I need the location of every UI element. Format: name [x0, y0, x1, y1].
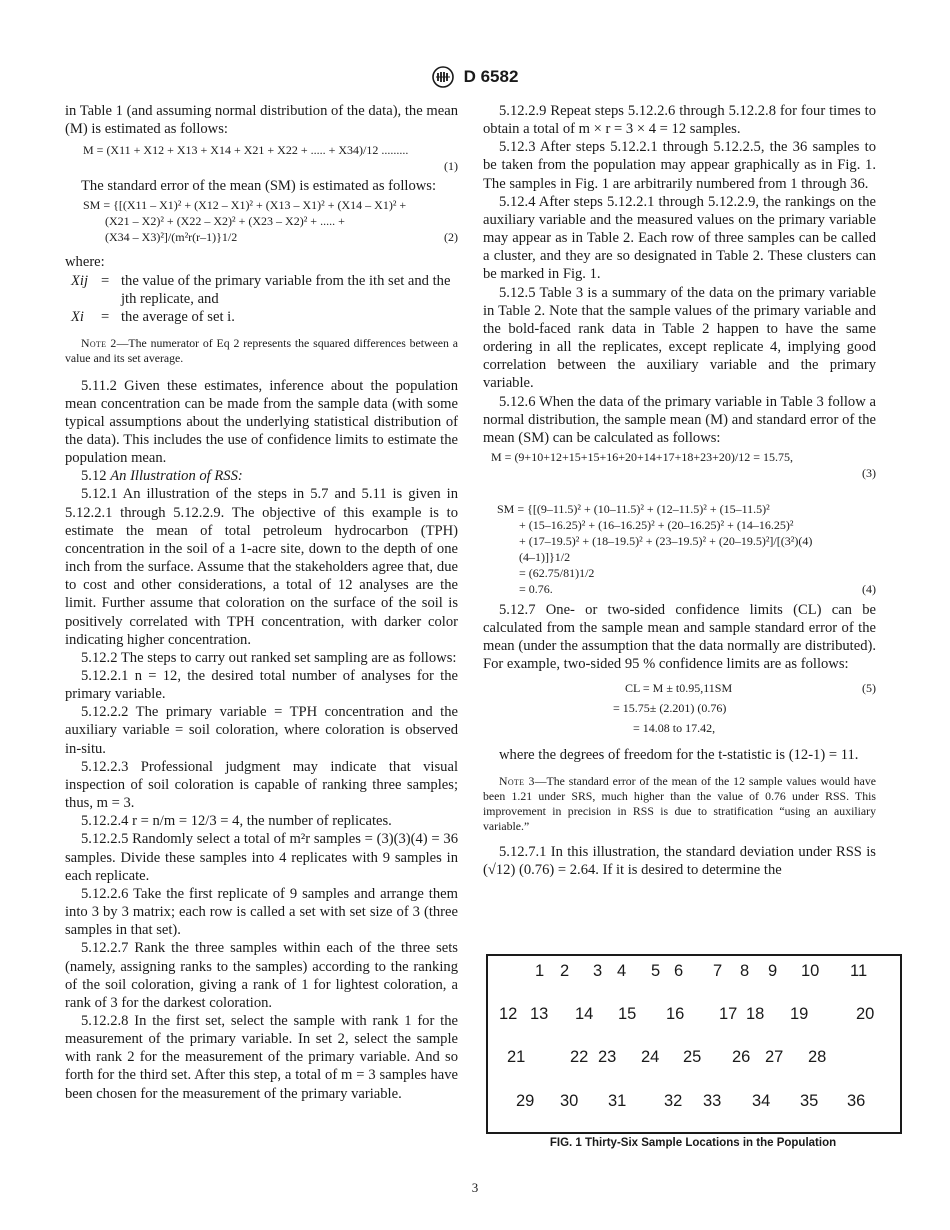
sample-number: 32 — [664, 1092, 683, 1110]
paragraph: 5.12.2 The steps to carry out ranked set sampling are as follows: — [81, 649, 457, 666]
sample-number: 22 — [570, 1048, 589, 1066]
paragraph: 5.12.2.5 Randomly select a total of m²r samples = (3)(3)(4) = 36 samples. Divide these samples into 4 replicates with 9 samples in each replicate. — [65, 831, 458, 884]
paragraph: 5.12.2.6 Take the first replicate of 9 samples and arrange them into 3 by 3 matrix; each row is called a set with set size of 3 (three samples in that set). — [65, 885, 458, 939]
figure-caption: FIG. 1 Thirty-Six Sample Locations in the Population — [549, 1137, 837, 1149]
page-number: 3 — [471, 1180, 479, 1195]
equation-1 — [65, 142, 458, 174]
equation-number: (3) — [862, 465, 876, 480]
equation-line — [65, 229, 458, 245]
sample-number: 33 — [703, 1092, 722, 1110]
sample-number: 28 — [808, 1048, 827, 1066]
paragraph: where the degrees of freedom for the t-statistic is (12-1) = 11. — [499, 746, 859, 763]
equation-text: = 0.76. — [519, 581, 553, 596]
sample-number: 19 — [790, 1005, 809, 1023]
equation-text: + (17–19.5)² + (18–19.5)² + (23–19.5)² + (20–19.5)²]/[(3²)(4) — [519, 533, 813, 548]
sample-number: 12 — [499, 1005, 518, 1023]
sample-number: 27 — [765, 1048, 784, 1066]
paragraph: in Table 1 (and assuming normal distribution of the data), the mean (M) is estimated as follows: — [65, 103, 458, 138]
sample-number: 31 — [608, 1092, 627, 1110]
sample-number: 35 — [800, 1092, 819, 1110]
equation-number: (5) — [862, 680, 876, 695]
definition-equals: = — [101, 308, 110, 325]
equation-text: M = (9+10+12+15+15+16+20+14+17+18+23+20)/12 = 15.75, — [491, 449, 793, 464]
equation-text: + (15–16.25)² + (16–16.25)² + (20–16.25)² + (14–16.25)² — [519, 517, 794, 532]
definition-text: the value of the primary variable from the ith set and the jth replicate, and — [121, 272, 451, 307]
equation-text: = (62.75/81)1/2 — [519, 565, 595, 580]
sample-number: 23 — [598, 1048, 617, 1066]
paragraph: 5.12.5 Table 3 is a summary of the data on the primary variable in Table 2. Note that the sample values of the primary variable and the bold-faced rank data in Table 2 happen to have the same ordering in all the replicates, except replicate 4, implying good correlation between the auxiliary variable and the primary variable. — [483, 284, 876, 392]
sample-number: 5 — [651, 962, 661, 980]
sample-number: 34 — [752, 1092, 771, 1110]
paragraph: 5.12.1 An illustration of the steps in 5.7 and 5.11 is given in 5.12.2.1 through 5.12.2.9. The objective of this example is to estimate the mean of total petroleum hydrocarbon (TPH) concentration in the soil of a 1-acre site, down to the depth of one inch from the surface. Assume that the stakeholders agree that, due to cost and other considerations, a total of 12 analyses are the limit. Further assume that coloration on the surface of the soil is positively correlated with TPH concentration, with darker color indicating higher concentration. — [65, 486, 458, 648]
paragraph: The standard error of the mean (SM) is estimated as follows: — [81, 178, 437, 195]
sample-number: 2 — [560, 962, 570, 980]
equation-3 — [483, 449, 876, 481]
sample-number: 26 — [732, 1048, 751, 1066]
note-label: Note 2 — [81, 336, 117, 351]
paragraph: 5.12.4 After steps 5.12.2.1 through 5.12.2.9, the rankings on the auxiliary variable and the measured values on the primary variable may appear as in Table 2. Each row of three samples can be called a cluster, and they are so designated in Table 2. These clusters can be marked in Fig. 1. — [483, 193, 876, 283]
paragraph: 5.12.2.7 Rank the three samples within each of the three sets (namely, assigning ranks to the samples) according to the ranking of the soil coloration, giving a rank of 1 for lightest coloration, a rank of 3 for the darkest coloration. — [65, 940, 458, 1011]
standard-designation: D 6582 — [463, 67, 519, 86]
figure-1-sample-grid — [486, 954, 902, 1134]
definition-symbol: Xi — [71, 308, 84, 325]
paragraph: 5.12.2.9 Repeat steps 5.12.2.6 through 5.12.2.8 for four times to obtain a total of m × r = 3 × 4 = 12 samples. — [483, 103, 876, 138]
definition-text: the average of set i. — [121, 308, 235, 325]
right-column — [483, 102, 876, 879]
definition-row — [65, 272, 458, 308]
equation-2 — [65, 197, 458, 245]
sample-number: 36 — [847, 1092, 866, 1110]
equation-4 — [483, 501, 876, 597]
equation-text: SM = {[(X11 – X1)² + (X12 – X1)² + (X13 – X1)² + (X14 – X1)² + — [83, 198, 407, 213]
section-title: An Illustration of RSS: — [110, 468, 243, 485]
page-header — [0, 66, 950, 88]
equation-text: = 14.08 to 17.42, — [633, 720, 716, 735]
sample-number: 30 — [560, 1092, 579, 1110]
equation-number: (1) — [444, 159, 458, 174]
left-column — [65, 102, 458, 1103]
sample-number: 13 — [530, 1005, 549, 1023]
sample-number: 9 — [768, 962, 778, 980]
equation-5 — [483, 680, 876, 736]
paragraph: 5.12.2.8 In the first set, select the sample with rank 1 for the measurement of the primary variable. In set 2, select the sample with rank 2 for the measurement of the primary variable. And so forth for the third set. After this step, a total of m = 3 samples have been chosen for the measurement of the primary variable. — [65, 1012, 458, 1102]
sample-number: 3 — [593, 962, 603, 980]
paragraph: 5.12.2.4 r = n/m = 12/3 = 4, the number of replicates. — [81, 813, 392, 830]
equation-text: = 15.75± (2.201) (0.76) — [613, 700, 727, 715]
equation-text: CL = M ± t0.95,11SM — [625, 680, 733, 695]
section-number: 5.12 — [81, 468, 107, 485]
where-label: where: — [65, 254, 105, 271]
sample-number: 29 — [516, 1092, 535, 1110]
sample-number: 25 — [683, 1048, 702, 1066]
equation-text: SM = {[(9–11.5)² + (10–11.5)² + (12–11.5)² + (15–11.5)² — [497, 501, 770, 516]
definition-symbol: Xij — [71, 272, 89, 289]
paragraph: 5.12.2.1 n = 12, the desired total number of analyses for the primary variable. — [65, 668, 458, 703]
note-text: —The numerator of Eq 2 represents the squared differences between a value and its set average. — [65, 336, 459, 366]
definition-row — [65, 308, 458, 326]
note-text: —The standard error of the mean of the 12 sample values would have been 1.21 under SRS, much higher than the value of 0.76 under RSS. This improvement in precision in RSS is due to stratification “using an auxiliary variable.” — [483, 773, 877, 834]
paragraph: 5.12.3 After steps 5.12.2.1 through 5.12.2.5, the 36 samples to be taken from the population may appear graphically as in Fig. 1. The samples in Fig. 1 are arbitrarily numbered from 1 through 36. — [483, 139, 876, 192]
sample-number: 1 — [535, 962, 545, 980]
note-3 — [483, 774, 876, 835]
paragraph: 5.12.7 One- or two-sided confidence limits (CL) can be calculated from the sample mean and sample standard error of the mean (under the assumption that the data normally are distributed). For example, two-sided 95 % confidence limits are as follows: — [483, 601, 876, 673]
paragraph: 5.12.6 When the data of the primary variable in Table 3 follow a normal distribution, the sample mean (M) and standard error of the mean (SM) can be calculated as follows: — [483, 393, 876, 446]
equation-line — [483, 680, 876, 696]
sample-number: 21 — [507, 1048, 526, 1066]
note-label: Note 3 — [499, 773, 535, 788]
sample-number: 15 — [618, 1005, 637, 1023]
equation-text: (X34 – X3)²]/(m²r(r–1)}1/2 — [105, 230, 238, 245]
definition-equals: = — [101, 272, 110, 289]
sample-number: 7 — [713, 962, 723, 980]
sample-number: 10 — [801, 962, 820, 980]
sample-number: 16 — [666, 1005, 685, 1023]
astm-logo-icon — [432, 66, 454, 88]
sample-number: 18 — [746, 1005, 765, 1023]
equation-text: M = (X11 + X12 + X13 + X14 + X21 + X22 + ..... + X34)/12 ......... — [83, 143, 409, 158]
note-2 — [65, 336, 458, 366]
equation-number: (2) — [444, 230, 458, 245]
sample-number: 4 — [617, 962, 627, 980]
sample-number: 24 — [641, 1048, 660, 1066]
sample-number: 11 — [850, 962, 868, 980]
equation-number: (4) — [862, 581, 876, 596]
sample-number: 17 — [719, 1005, 738, 1023]
sample-number: 20 — [856, 1005, 875, 1023]
paragraph: 5.12.7.1 In this illustration, the standard deviation under RSS is (√12) (0.76) = 2.64. If it is desired to determine the — [483, 843, 876, 878]
sample-number: 8 — [740, 962, 750, 980]
paragraph: 5.12.2.2 The primary variable = TPH concentration and the auxiliary variable = soil coloration, where coloration is observed in-situ. — [65, 704, 458, 757]
equation-line — [483, 581, 876, 597]
equation-text: (4–1)]}1/2 — [519, 549, 571, 564]
paragraph: 5.11.2 Given these estimates, inference about the population mean concentration can be made from the sample data (with some typical assumptions about the underlying statistical distribution of the data). This includes the use of confidence limits to estimate the population mean. — [65, 377, 458, 467]
equation-text: (X21 – X2)² + (X22 – X2)² + (X23 – X2)² + ..... + — [105, 214, 345, 229]
sample-number: 6 — [674, 962, 684, 980]
sample-number: 14 — [575, 1005, 594, 1023]
paragraph: 5.12.2.3 Professional judgment may indicate that visual inspection of soil coloration is capable of ranking three samples; thus, m = 3. — [65, 758, 458, 812]
section-heading — [65, 467, 458, 485]
